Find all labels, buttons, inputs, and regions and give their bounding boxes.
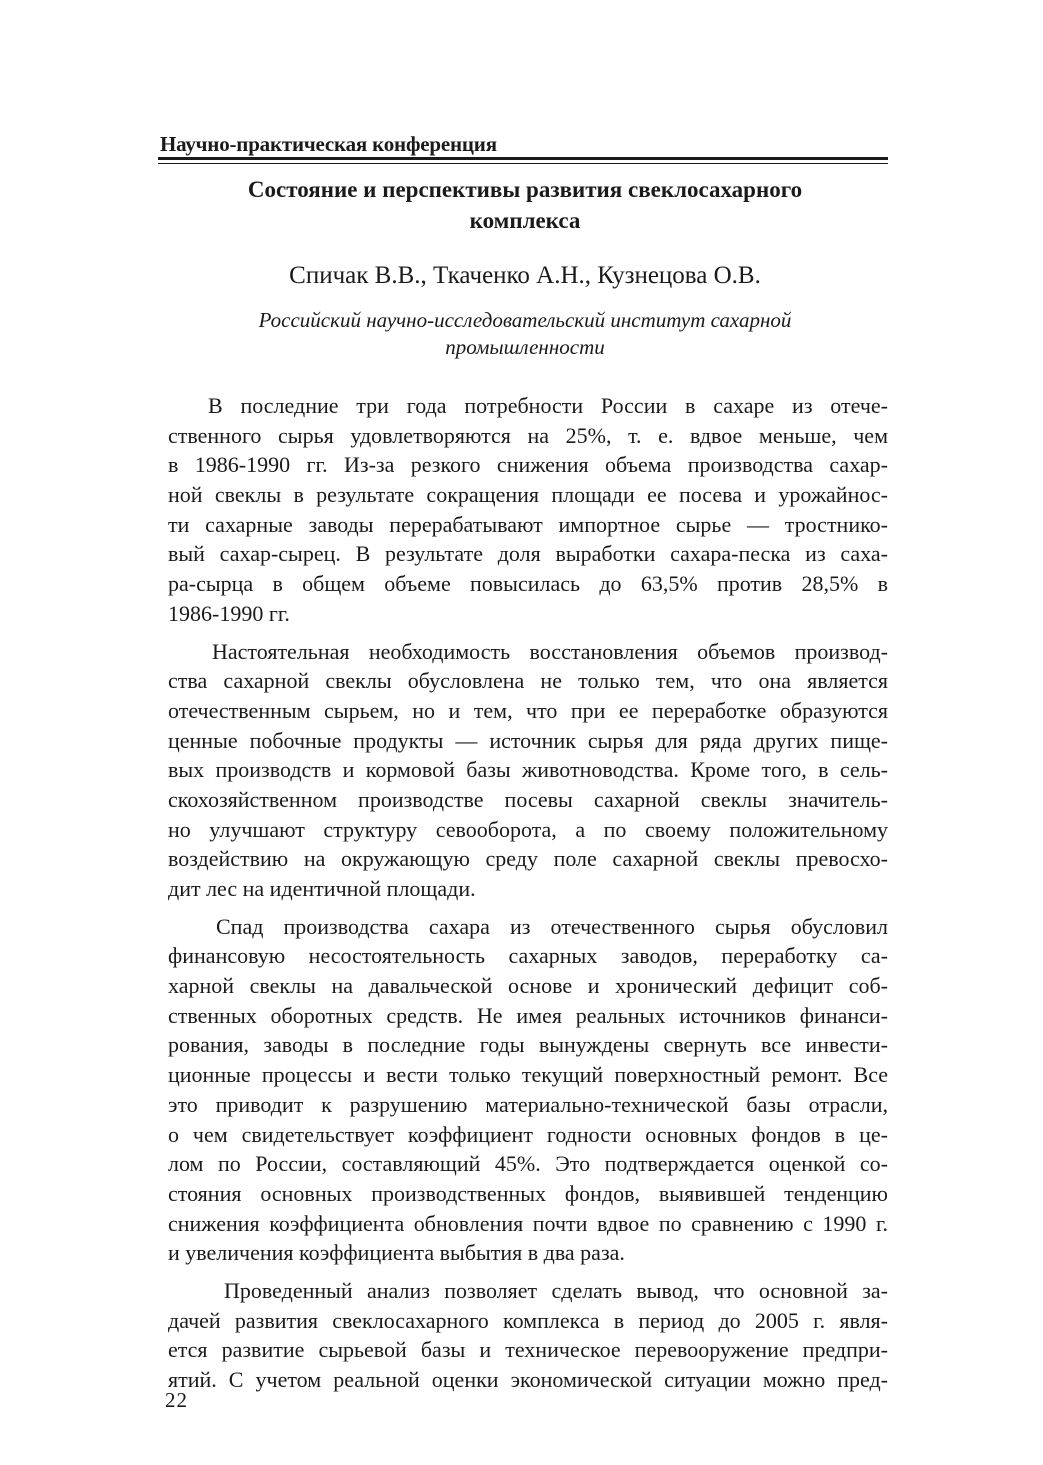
article-title-line: комплекса xyxy=(469,208,581,233)
paragraph-line: ти сахарные заводы перерабатывают импортное сырье — тростнико- xyxy=(168,511,888,537)
header-rule-thin xyxy=(158,163,888,164)
paragraph-line: ра-сырца в общем объеме повысилась до 63,5% против 28,5% в xyxy=(168,571,888,597)
paragraph-line: отечественным сырьем, но и тем, что при ее переработке образуются xyxy=(168,697,888,723)
body-paragraph xyxy=(168,637,888,904)
paragraph-line: о чем свидетельствует коэффициент годности основных фондов в це- xyxy=(168,1121,888,1147)
paragraph-line: вый сахар-сырец. В результате доля выработки сахара-песка из саха- xyxy=(168,541,888,567)
paragraph-line: снижения коэффициента обновления почти вдвое по сравнению с 1990 г. xyxy=(168,1210,888,1236)
article-authors: Спичак В.В., Ткаченко А.Н., Кузнецова О.В. xyxy=(289,262,761,289)
page-number: 22 xyxy=(165,1388,188,1412)
header-rule-thick xyxy=(158,157,888,160)
paragraph-line: 1986-1990 гг. xyxy=(168,600,290,626)
article-affiliation xyxy=(160,307,890,361)
paragraph-line: финансовую несостоятельность сахарных заводов, переработку са- xyxy=(168,943,888,969)
paragraph-line: ственных оборотных средств. Не имея реальных источников финанси- xyxy=(168,1002,888,1028)
paragraph-line: харной свеклы на давальческой основе и хронический дефицит соб- xyxy=(168,973,888,999)
affiliation-line: промышленности xyxy=(445,335,605,359)
article-title xyxy=(160,174,890,236)
paragraph-line: Проведенный анализ позволяет сделать вывод, что основной за- xyxy=(224,1277,888,1303)
body-paragraph xyxy=(168,1276,888,1395)
paragraph-line: ценные побочные продукты — источник сырья для ряда других пище- xyxy=(168,727,888,753)
paragraph-line: ется развитие сырьевой базы и техническое перевооружение предпри- xyxy=(168,1337,888,1363)
article-title-line: Состояние и перспективы развития свеклосахарного xyxy=(247,177,803,202)
paragraph-line: но улучшают структуру севооборота, а по своему положительному xyxy=(168,816,888,842)
paragraph-line: ционные процессы и вести только текущий поверхностный ремонт. Все xyxy=(168,1062,888,1088)
paragraph-line: стояния основных производственных фондов, выявившей тенденцию xyxy=(168,1180,888,1206)
paragraph-line: дачей развития свеклосахарного комплекса в период до 2005 г. явля- xyxy=(168,1307,888,1333)
running-head: Научно-практическая конференция xyxy=(160,132,497,156)
body-paragraph xyxy=(168,912,888,1268)
paragraph-line: В последние три года потребности России в сахаре из отече- xyxy=(208,393,888,418)
paragraph-line: вых производств и кормовой базы животноводства. Кроме того, в сель- xyxy=(168,757,888,783)
paragraph-line: лом по России, составляющий 45%. Это подтверждается оценкой со- xyxy=(168,1151,888,1177)
paragraph-line: скохозяйственном производстве посевы сахарной свеклы значитель- xyxy=(168,786,888,812)
paragraph-line: и увеличения коэффициента выбытия в два раза. xyxy=(168,1240,625,1266)
paragraph-line: Настоятельная необходимость восстановления объемов производ- xyxy=(212,638,888,664)
paragraph-line: в 1986-1990 гг. Из-за резкого снижения объема производства сахар- xyxy=(168,452,888,478)
paragraph-line: ной свеклы в результате сокращения площади ее посева и урожайнос- xyxy=(168,482,888,508)
paragraph-line: ятий. С учетом реальной оценки экономической ситуации можно пред- xyxy=(168,1367,888,1392)
paragraph-line: ственного сырья удовлетворяются на 25%, т. е. вдвое меньше, чем xyxy=(168,422,888,448)
paragraph-line: ства сахарной свеклы обусловлена не только тем, что она является xyxy=(168,668,888,694)
article-body xyxy=(168,391,888,1403)
paragraph-line: воздействию на окружающую среду поле сахарной свеклы превосхо- xyxy=(168,846,888,872)
body-paragraph xyxy=(168,391,888,629)
paragraph-line: Спад производства сахара из отечественного сырья обусловил xyxy=(216,913,888,939)
paragraph-line: дит лес на идентичной площади. xyxy=(168,876,476,901)
paragraph-line: это приводит к разрушению материально-технической базы отрасли, xyxy=(168,1091,888,1117)
affiliation-line: Российский научно-исследовательский институт сахарной xyxy=(258,308,792,332)
paragraph-line: рования, заводы в последние годы вынуждены свернуть все инвести- xyxy=(168,1032,888,1058)
